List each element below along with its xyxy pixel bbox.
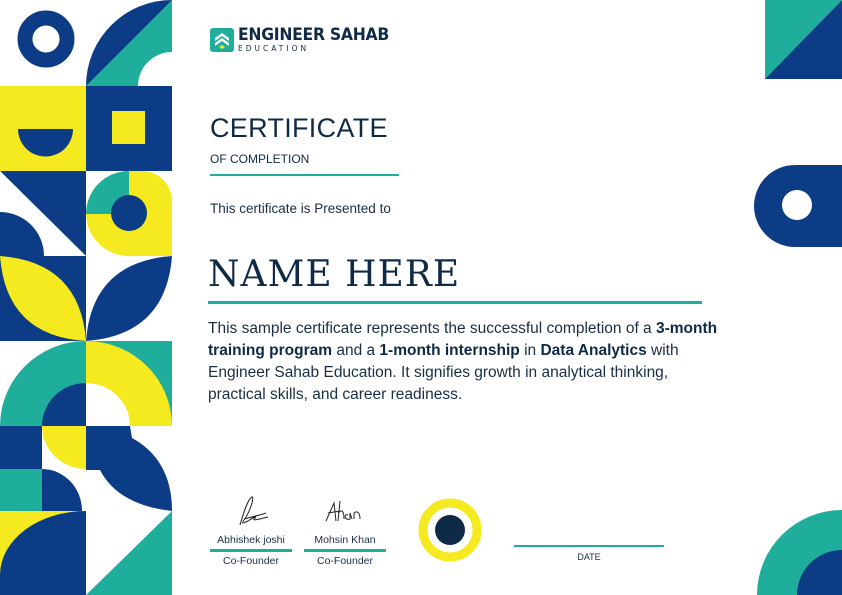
presented-to-text: This certificate is Presented to — [210, 201, 391, 216]
corner-arc-shape — [757, 503, 842, 595]
certificate-title: CERTIFICATE — [210, 113, 388, 143]
seal-ring-icon — [418, 498, 482, 562]
brand-logo — [210, 27, 402, 53]
recipient-name: NAME HERE — [208, 254, 461, 295]
signatory-name: Abhishek joshi — [217, 534, 285, 546]
chevron-stack-icon — [210, 28, 234, 52]
pill-ring-shape — [754, 165, 842, 247]
certificate-description: This sample certificate represents the successful completion of a 3-month training program and a 1-month internship in Data Analytics with Engineer Sahab Education. It signifies growth in analytical thinking, practical skills, and career readiness. — [208, 320, 718, 403]
brand-subtitle: EDUCATION — [238, 44, 310, 53]
ring-shape — [25, 18, 67, 60]
signature-icon — [210, 493, 292, 529]
signature-block-1 — [210, 493, 292, 567]
signatory-name: Mohsin Khan — [314, 534, 376, 546]
name-underline — [208, 301, 702, 304]
signatory-role: Co-Founder — [222, 555, 280, 567]
date-line — [514, 545, 664, 547]
title-divider — [210, 174, 399, 176]
signatory-role: Co-Founder — [316, 555, 374, 567]
decorative-pattern-panel — [0, 0, 172, 595]
date-block — [514, 545, 664, 562]
brand-title: ENGINEER SAHAB — [238, 25, 389, 45]
signature-line — [304, 549, 386, 552]
certificate-subtitle: OF COMPLETION — [210, 152, 310, 166]
signature-icon — [304, 493, 386, 529]
date-label: DATE — [577, 552, 601, 562]
corner-triangle-shape — [765, 0, 842, 79]
signature-block-2 — [304, 493, 386, 567]
signature-line — [210, 549, 292, 552]
